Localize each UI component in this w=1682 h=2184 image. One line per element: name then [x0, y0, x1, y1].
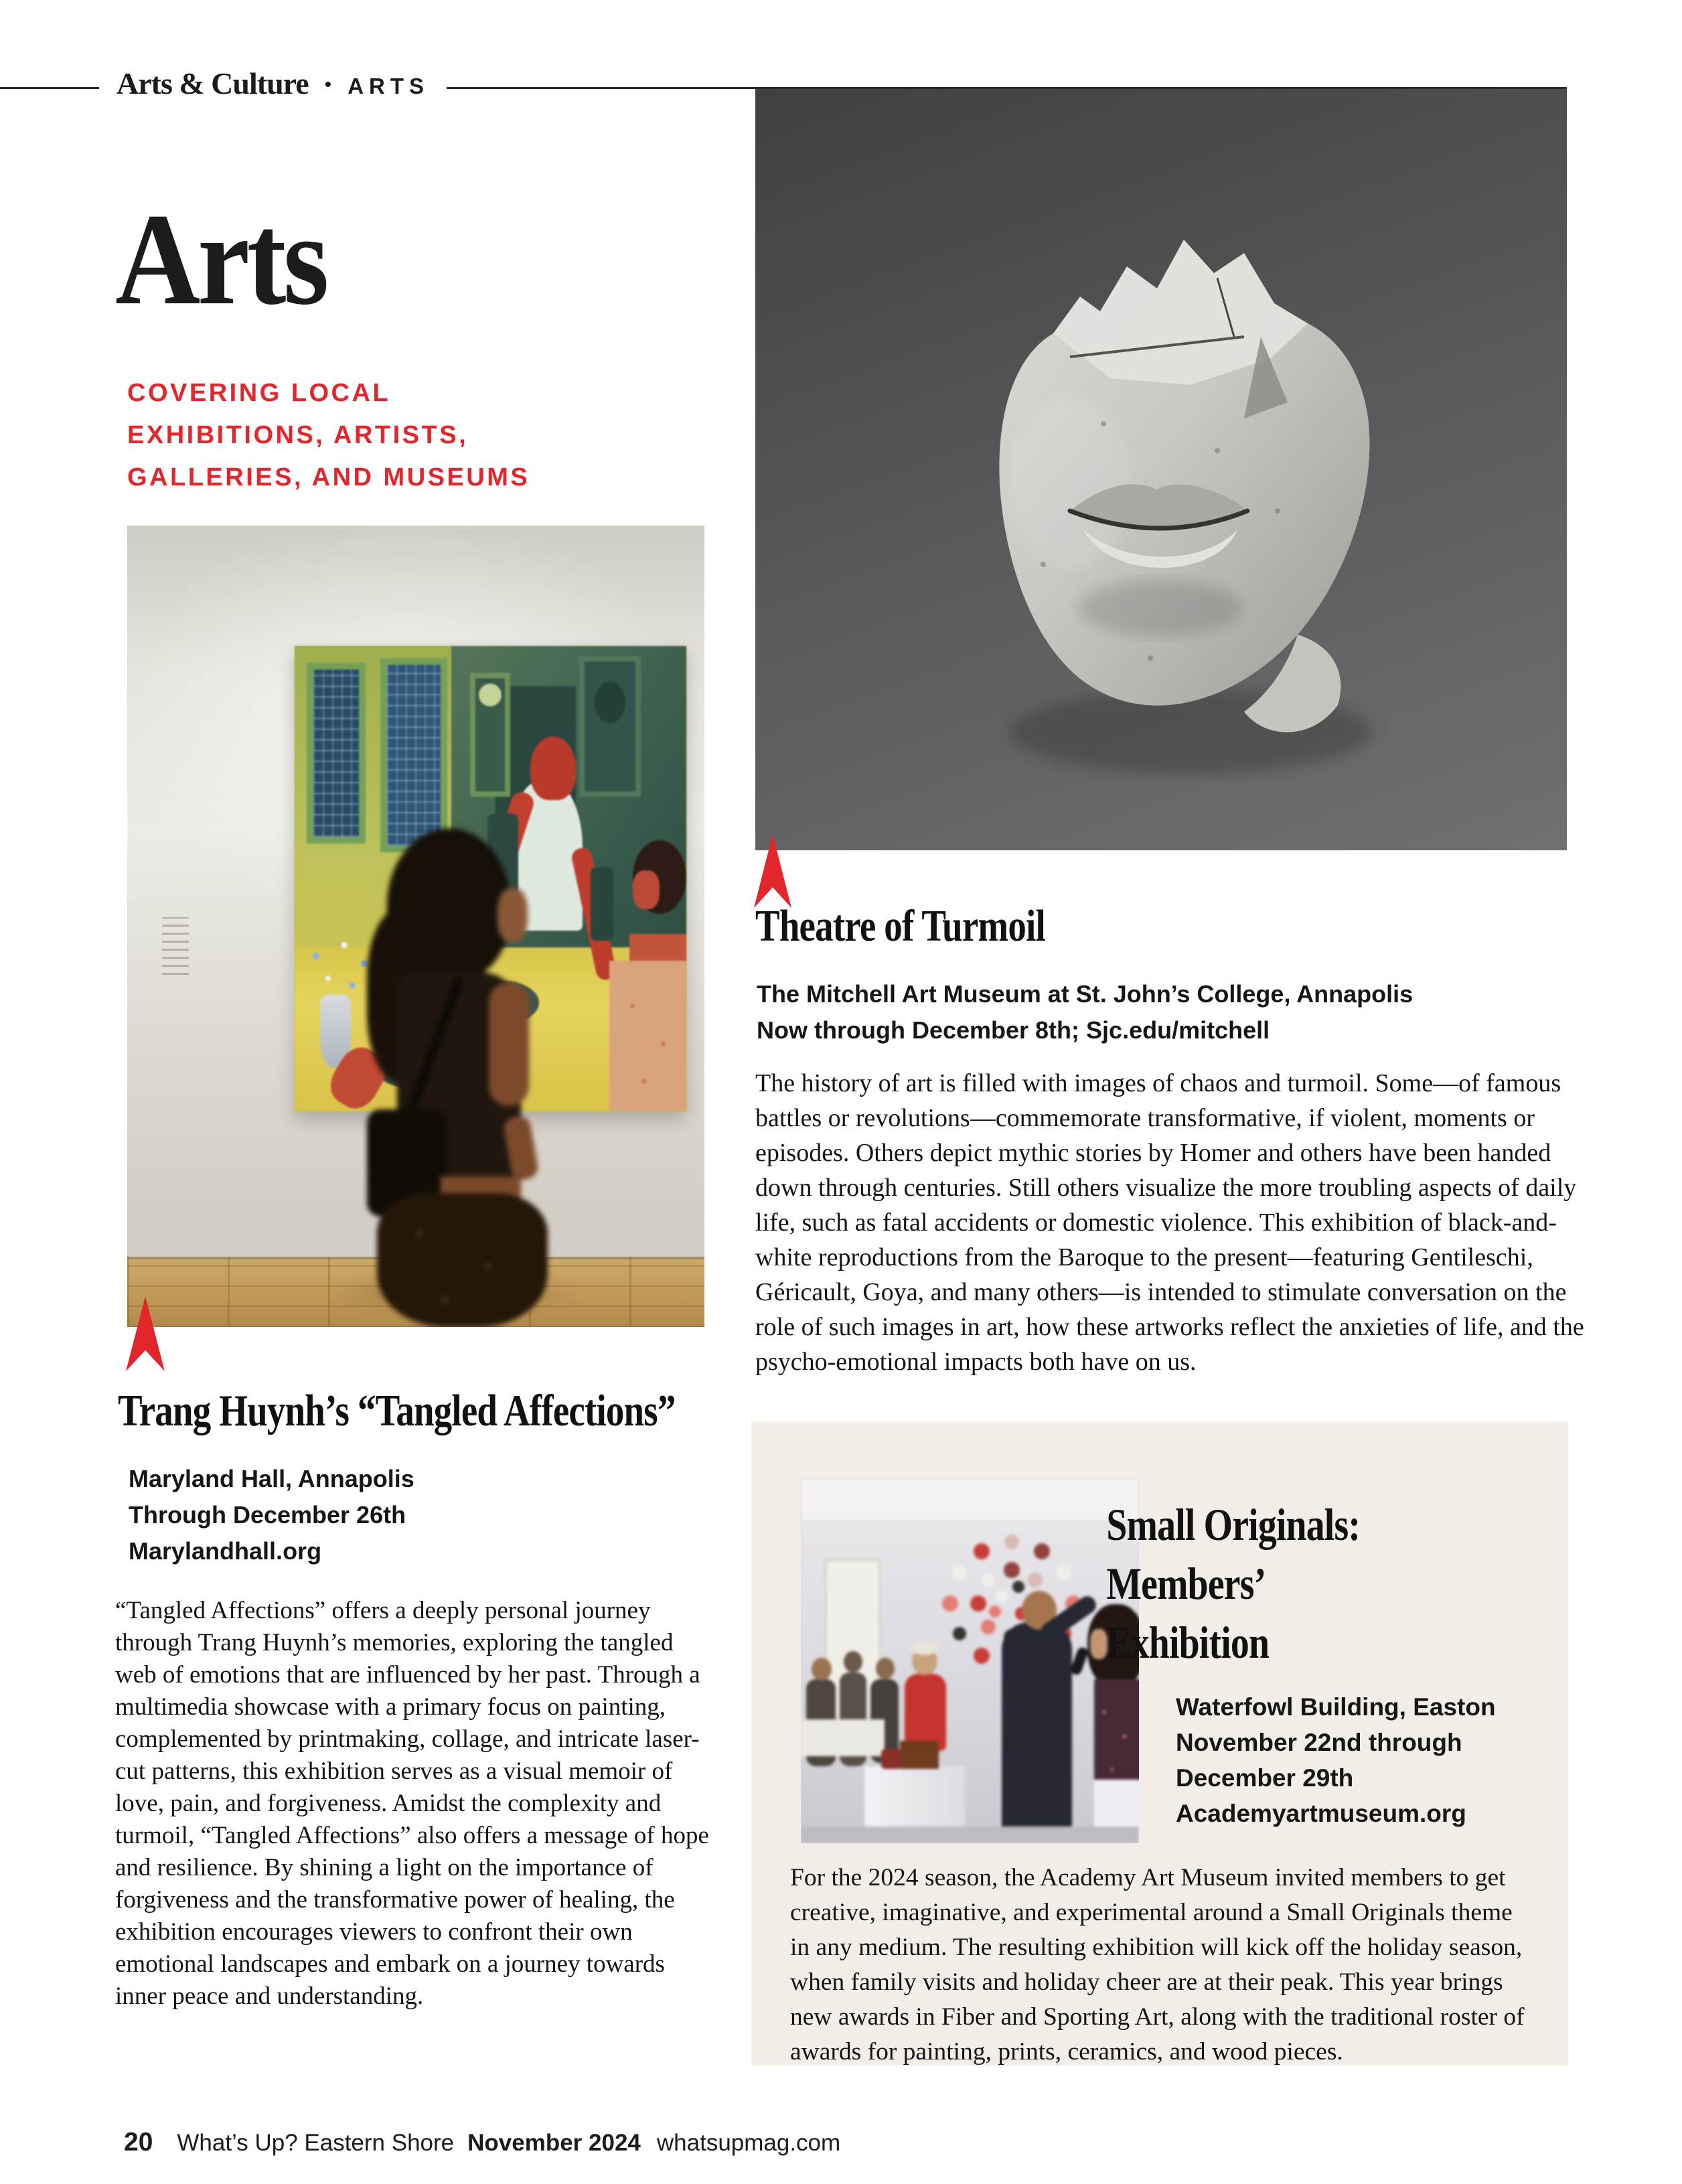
article-heading: Trang Huynh’s “Tangled Affections” — [118, 1386, 676, 1435]
article-heading: Theatre of Turmoil — [755, 901, 1045, 951]
painting-window — [380, 658, 447, 852]
section-tag: ARTS — [348, 74, 430, 98]
sculpture-photo — [755, 89, 1567, 850]
painting-figure-head — [530, 736, 576, 800]
section-name: Arts & Culture — [117, 66, 309, 100]
kicker — [127, 372, 530, 499]
heading-line: Small Originals: — [1106, 1499, 1361, 1550]
sculpture-fragment-illustration — [755, 89, 1567, 850]
separator-dot-icon: • — [324, 74, 332, 96]
venue: Maryland Hall, Annapolis — [129, 1465, 414, 1492]
artwork-object — [900, 1741, 939, 1769]
wall-label — [162, 917, 189, 975]
issue-date: November 2024 — [467, 2130, 641, 2156]
painting-window — [307, 663, 366, 844]
painting-bottle — [591, 867, 613, 941]
article-info — [757, 976, 1413, 1048]
article-body: For the 2024 season, the Academy Art Museum invited members to get creative, imaginative, and experimental around a Small Originals theme in any medium. The resulting exhibition will kick off the holiday season, when family visits and holiday cheer are at their peak. This year brings new awards in Fiber and Sporting Art, along with the traditional roster of awards for painting, prints, ceramics, and wood pieces. — [790, 1864, 1525, 2065]
dates: November 22nd through — [1176, 1729, 1462, 1756]
section-masthead — [99, 66, 447, 108]
website: Marylandhall.org — [129, 1537, 322, 1565]
artwork-object — [881, 1749, 901, 1769]
feature-box — [751, 1421, 1568, 2065]
visitor-face — [498, 888, 528, 942]
article-body: “Tangled Affections” offers a deeply personal journey through Trang Huynh’s memories, exploring the tangled web of emotions that are influenced by her past. Through a multimedia showcase with a primary focus on painting, complemented by printmaking, collage, and intricate laser-cut patterns, this exhibition serves as a visual memoir of love, pain, and forgiveness. Amidst the complexity and turmoil, “Tangled Affections” also offers a message of hope and resilience. By shining a light on the importance of forgiveness and the transformative power of healing, the exhibition encourages viewers to confront their own emotional landscapes and embark on a journey towards inner peace and understanding. — [115, 1597, 709, 2010]
venue: The Mitchell Art Museum at St. John’s College, Annapolis — [757, 980, 1413, 1008]
gallery-visitor-photo — [127, 526, 704, 1327]
painting-clock — [470, 673, 510, 797]
visitor-hair — [387, 828, 511, 982]
kicker-line: GALLERIES, AND MUSEUMS — [127, 463, 530, 491]
article-heading — [790, 1495, 1398, 1672]
dates: Now through December 8th; Sjc.edu/mitchell — [757, 1016, 1270, 1044]
painting-chair — [609, 961, 686, 1111]
visitor-arm — [489, 982, 529, 1106]
dates: December 29th — [1176, 1764, 1354, 1792]
kicker-line: COVERING LOCAL — [127, 379, 391, 407]
page-number: 20 — [124, 2128, 153, 2157]
page-footer — [124, 2128, 840, 2157]
article-info — [129, 1461, 414, 1569]
page-title: Arts — [115, 187, 327, 332]
venue: Waterfowl Building, Easton — [1176, 1693, 1496, 1721]
heading-line: Members’ Exhibition — [1106, 1558, 1270, 1668]
refreshment-table — [801, 1719, 885, 1756]
article-body: The history of art is filled with images of chaos and turmoil. Some—of famous battles or revolutions—commemorate transformative, if violent, moments or episodes. Others depict mythic stories by Homer and others have been handed down through centuries. Still others visualize the more troubling aspects of daily life, such as fatal accidents or domestic violence. This exhibition of black-and-white reproductions from the Baroque to the present—featuring Gentileschi, Géricault, Goya, and many others—is intended to stimulate conversation on the role of such images in art, how these artworks reflect the anxieties of life, and the psycho-emotional impacts both have on us. — [755, 1069, 1584, 1376]
clock-face — [479, 684, 502, 706]
magazine-website: whatsupmag.com — [656, 2130, 841, 2156]
reception-floor — [801, 1826, 1139, 1843]
magazine-name: What’s Up? Eastern Shore — [177, 2130, 455, 2156]
visitor-skirt — [377, 1193, 548, 1327]
painting-frame — [579, 656, 641, 797]
website: Academyartmuseum.org — [1176, 1800, 1466, 1827]
kicker-line: EXHIBITIONS, ARTISTS, — [127, 421, 469, 449]
frame-portrait — [595, 682, 625, 723]
painting-right-figure-face — [633, 870, 660, 909]
dates: Through December 26th — [129, 1501, 406, 1529]
walking-visitor-silhouette — [340, 828, 571, 1327]
